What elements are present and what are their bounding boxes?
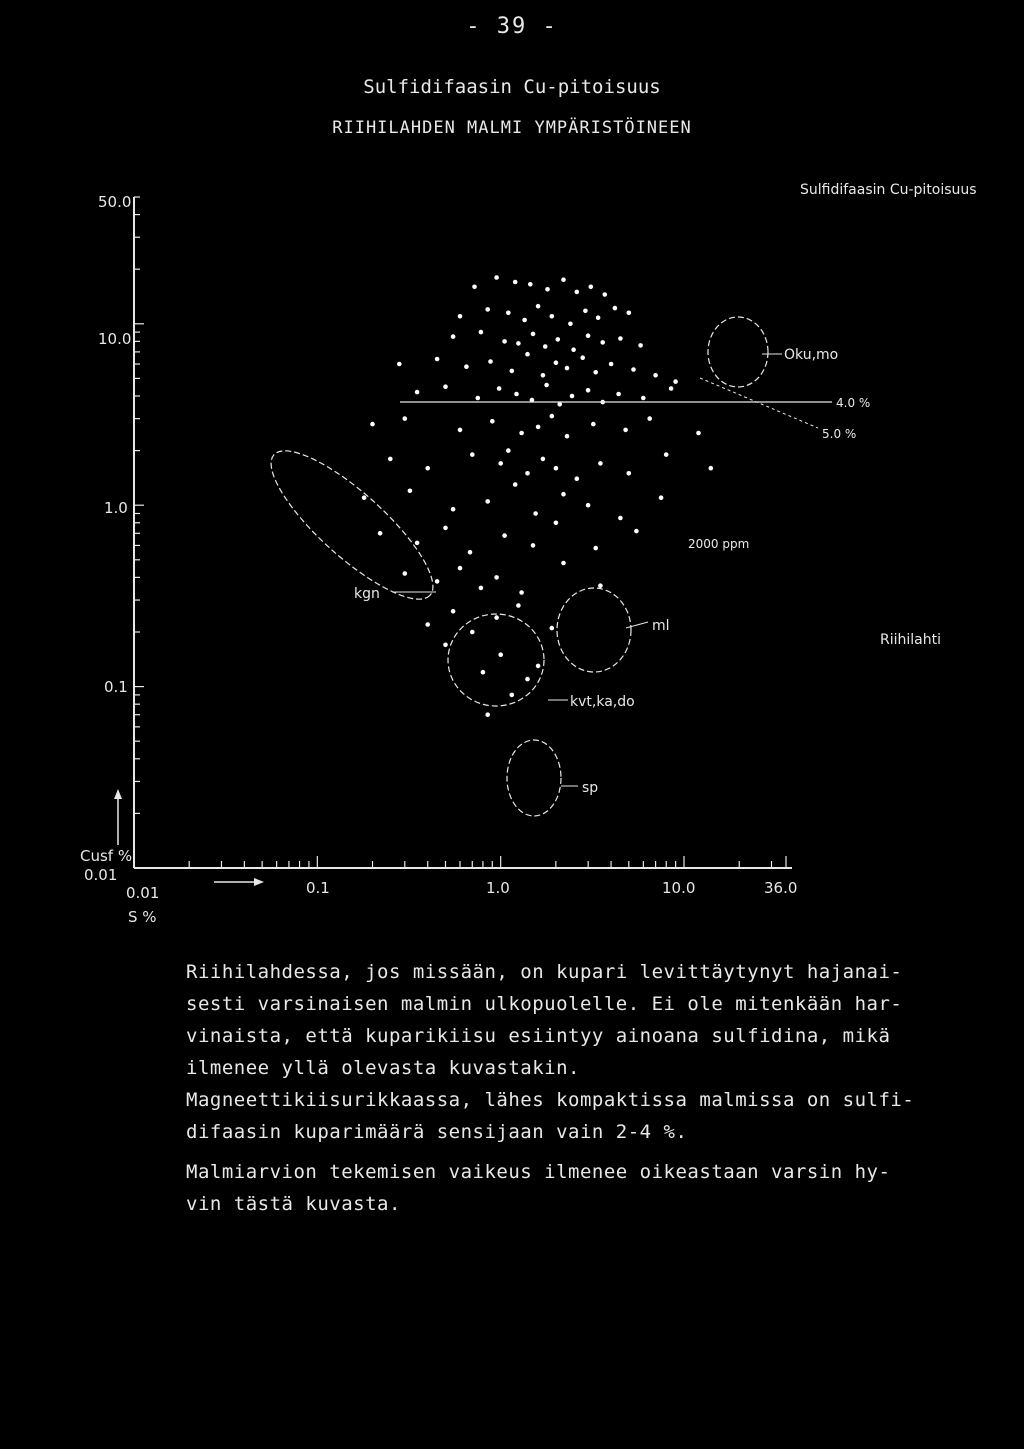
page-subtitle: RIIHILAHDEN MALMI YMPÄRISTÖINEEN: [332, 118, 692, 138]
data-point: [586, 388, 591, 393]
data-point: [554, 360, 559, 365]
page-number: - 39 -: [466, 14, 558, 39]
data-point: [541, 373, 546, 378]
x-axis-arrowhead: [254, 878, 264, 886]
data-point: [556, 337, 561, 342]
sp-label: sp: [582, 780, 599, 796]
data-point: [397, 362, 402, 367]
data-point: [472, 285, 477, 290]
data-point: [458, 428, 463, 433]
data-point: [696, 431, 701, 436]
data-point: [583, 309, 588, 314]
data-point: [481, 670, 486, 675]
data-point: [709, 466, 714, 471]
chart-title: Sulfidifaasin Cu-pitoisuus: [800, 182, 977, 198]
data-point: [498, 652, 503, 657]
data-point: [669, 386, 674, 391]
ml-field-outline: [557, 588, 631, 672]
body-paragraph-line: vin tästä kuvasta.: [186, 1193, 401, 1215]
data-point: [575, 290, 580, 295]
data-point: [596, 315, 601, 320]
data-point: [531, 332, 536, 337]
data-point: [497, 386, 502, 391]
data-point: [506, 311, 511, 316]
data-point: [571, 347, 576, 352]
data-point: [598, 583, 603, 588]
data-point: [561, 492, 566, 497]
data-point: [476, 396, 481, 401]
data-point: [627, 311, 632, 316]
body-paragraph-line: vinaista, että kuparikiisu esiintyy ainoana sulfidina, mikä: [186, 1025, 891, 1047]
body-paragraph-line: ilmenee yllä olevasta kuvastakin.: [186, 1057, 580, 1079]
data-point: [516, 603, 521, 608]
site-label: Riihilahti: [880, 632, 941, 648]
data-point: [470, 630, 475, 635]
data-point: [554, 521, 559, 526]
data-point: [618, 336, 623, 341]
data-point: [362, 495, 367, 500]
data-point: [616, 392, 621, 397]
data-point: [550, 314, 555, 319]
data-point: [485, 712, 490, 717]
data-point: [528, 282, 533, 287]
cu-5-percent-line: [700, 378, 818, 428]
data-point: [485, 499, 490, 504]
y-tick-label: 10.0: [98, 330, 132, 348]
data-point: [557, 402, 562, 407]
data-point: [561, 561, 566, 566]
data-point: [653, 373, 658, 378]
body-paragraph-line: sesti varsinaisen malmin ulkopuolelle. Ei ole mitenkään har-: [186, 993, 903, 1015]
kvt-field-outline: [448, 614, 544, 706]
data-point: [623, 428, 628, 433]
data-point: [488, 359, 493, 364]
data-point: [627, 471, 632, 476]
data-point: [565, 434, 570, 439]
data-point: [536, 425, 541, 430]
data-point: [458, 566, 463, 571]
data-point: [464, 364, 469, 369]
data-point: [435, 357, 440, 362]
data-point: [525, 677, 530, 682]
data-point: [565, 366, 570, 371]
sp-field-outline: [507, 740, 561, 816]
y-axis-arrowhead: [114, 789, 122, 799]
data-point: [589, 285, 594, 290]
data-point: [600, 340, 605, 345]
data-point: [425, 622, 430, 627]
data-point: [388, 457, 393, 462]
data-point: [561, 277, 566, 282]
data-point: [408, 489, 413, 494]
data-point: [613, 306, 618, 311]
oku-field-outline: [708, 317, 768, 387]
data-point: [533, 511, 538, 516]
data-point: [451, 609, 456, 614]
cu-4-percent-label: 4.0 %: [836, 396, 871, 410]
data-point: [536, 304, 541, 309]
x-tick-label: 10.0: [662, 879, 696, 897]
data-point: [593, 546, 598, 551]
scatter-points: [362, 275, 713, 717]
data-point: [443, 384, 448, 389]
data-point: [403, 416, 408, 421]
data-point: [519, 590, 524, 595]
data-point: [513, 482, 518, 487]
ml-label: ml: [652, 618, 670, 634]
data-point: [510, 369, 515, 374]
data-point: [443, 643, 448, 648]
y-tick-label: 50.0: [98, 193, 132, 211]
data-point: [575, 476, 580, 481]
x-tick-label: 36.0: [764, 879, 798, 897]
data-point: [494, 615, 499, 620]
cu-5-percent-label: 5.0 %: [822, 427, 857, 441]
data-point: [609, 362, 614, 367]
y-axis-label: Cusf %: [80, 847, 133, 865]
y-tick-label: 0.01: [84, 866, 118, 884]
data-point: [550, 414, 555, 419]
data-point: [525, 471, 530, 476]
data-point: [415, 541, 420, 546]
data-point: [458, 314, 463, 319]
x-axis-ticks: [134, 856, 786, 868]
kgn-field-outline: [253, 431, 452, 619]
data-point: [586, 333, 591, 338]
data-point: [638, 343, 643, 348]
data-point: [659, 495, 664, 500]
kgn-label: kgn: [354, 586, 380, 602]
data-point: [494, 275, 499, 280]
data-point: [544, 383, 549, 388]
body-paragraph-line: Malmiarvion tekemisen vaikeus ilmenee oikeastaan varsin hy-: [186, 1161, 891, 1183]
x-tick-label: 0.1: [306, 879, 330, 897]
data-point: [479, 586, 484, 591]
data-point: [536, 664, 541, 669]
ppm-label: 2000 ppm: [688, 537, 750, 551]
data-point: [522, 318, 527, 323]
data-point: [580, 355, 585, 360]
data-point: [370, 422, 375, 427]
y-axis-ticks: [134, 197, 144, 868]
data-point: [513, 280, 518, 285]
data-point: [451, 334, 456, 339]
data-point: [554, 466, 559, 471]
data-point: [510, 693, 515, 698]
data-point: [550, 626, 555, 631]
data-point: [490, 419, 495, 424]
data-point: [603, 292, 608, 297]
y-tick-label: 0.1: [104, 678, 128, 696]
data-point: [673, 379, 678, 384]
data-point: [516, 341, 521, 346]
data-point: [641, 396, 646, 401]
page-title: Sulfidifaasin Cu-pitoisuus: [363, 76, 661, 98]
data-point: [541, 457, 546, 462]
body-paragraph-line: Magneettikiisurikkaassa, lähes kompaktissa malmissa on sulfi-: [186, 1089, 915, 1111]
data-point: [451, 507, 456, 512]
data-point: [514, 392, 519, 397]
data-point: [435, 579, 440, 584]
data-point: [506, 448, 511, 453]
data-point: [498, 461, 503, 466]
data-point: [543, 344, 548, 349]
data-point: [485, 307, 490, 312]
data-point: [634, 529, 639, 534]
data-point: [618, 516, 623, 521]
body-paragraph-line: difaasin kuparimäärä sensijaan vain 2-4 %.: [186, 1121, 688, 1143]
data-point: [415, 390, 420, 395]
data-point: [591, 422, 596, 427]
data-point: [378, 531, 383, 536]
data-point: [425, 466, 430, 471]
ml-leader: [626, 622, 648, 628]
data-point: [631, 367, 636, 372]
data-point: [586, 503, 591, 508]
data-point: [525, 352, 530, 357]
data-point: [403, 571, 408, 576]
x-tick-label: 0.01: [126, 884, 160, 902]
data-point: [568, 322, 573, 327]
data-point: [598, 461, 603, 466]
y-tick-label: 1.0: [104, 499, 128, 517]
data-point: [593, 370, 598, 375]
data-point: [545, 287, 550, 292]
data-point: [502, 339, 507, 344]
x-tick-label: 1.0: [486, 879, 510, 897]
data-point: [647, 416, 652, 421]
data-point: [664, 452, 669, 457]
data-point: [468, 550, 473, 555]
body-paragraph-line: Riihilahdessa, jos missään, on kupari levittäytynyt hajanai-: [186, 961, 903, 983]
data-point: [570, 394, 575, 399]
kvt-label: kvt,ka,do: [570, 694, 635, 710]
data-point: [479, 330, 484, 335]
data-point: [519, 431, 524, 436]
data-point: [531, 543, 536, 548]
data-point: [443, 526, 448, 531]
oku-label: Oku,mo: [784, 347, 839, 363]
data-point: [494, 575, 499, 580]
x-axis-label: S %: [128, 908, 157, 926]
data-point: [470, 452, 475, 457]
data-point: [502, 533, 507, 538]
